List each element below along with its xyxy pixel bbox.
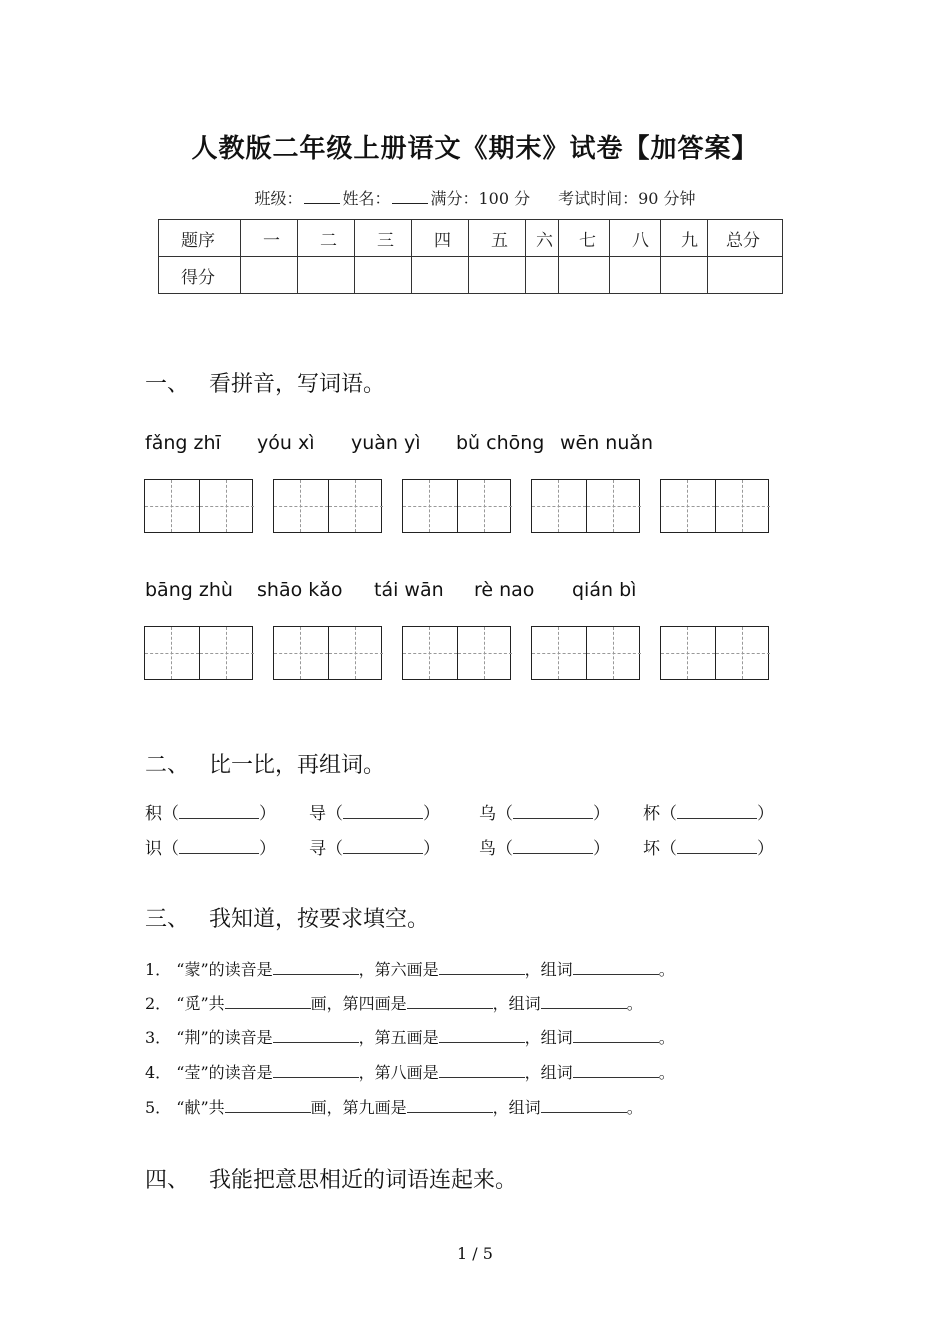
score-header-cell: 七 <box>559 220 610 257</box>
section-1-title: 看拼音，写词语。 <box>209 372 386 397</box>
score-header-cell: 题序 <box>159 220 241 257</box>
writing-grid[interactable] <box>660 626 769 680</box>
pinyin-word: yóu xì <box>257 432 315 454</box>
answer-blank[interactable] <box>513 837 593 854</box>
answer-blank[interactable] <box>677 802 757 819</box>
score-header-cell: 八 <box>610 220 661 257</box>
score-cell[interactable] <box>559 257 610 294</box>
pinyin-word: yuàn yì <box>351 432 421 454</box>
section-3-heading <box>145 902 429 933</box>
score-header-cell: 总分 <box>708 220 783 257</box>
score-header-cell: 六 <box>526 220 559 257</box>
score-cell[interactable] <box>661 257 708 294</box>
exam-title: 人教版二年级上册语文《期末》试卷【加答案】 <box>191 134 759 164</box>
answer-blank[interactable] <box>225 1098 311 1113</box>
pinyin-word: bǔ chōng <box>456 432 545 454</box>
class-blank[interactable] <box>304 189 340 204</box>
answer-blank[interactable] <box>513 802 593 819</box>
answer-blank[interactable] <box>273 960 359 975</box>
section-1-heading <box>145 367 385 398</box>
score-table-score-row <box>159 257 783 294</box>
pinyin-word: fǎng zhī <box>145 432 221 454</box>
section-2-title: 比一比，再组词。 <box>209 753 386 778</box>
exam-info-line <box>0 186 950 209</box>
score-cell[interactable] <box>469 257 526 294</box>
answer-blank[interactable] <box>407 1098 493 1113</box>
fill-item-5: 5． “献”共 画，第九画是 ，组词 。 <box>145 1098 643 1117</box>
section-2-heading <box>145 748 385 779</box>
fill-item-2: 2． “觅”共 画，第四画是 ，组词 。 <box>145 994 643 1013</box>
answer-blank[interactable] <box>573 960 659 975</box>
score-cell[interactable] <box>412 257 469 294</box>
answer-blank[interactable] <box>573 1063 659 1078</box>
writing-grid[interactable] <box>531 626 640 680</box>
score-header-cell: 九 <box>661 220 708 257</box>
score-header-cell: 一 <box>241 220 298 257</box>
fill-item-1: 1． “蒙”的读音是 ，第六画是 ，组词 。 <box>145 960 675 979</box>
answer-blank[interactable] <box>343 802 423 819</box>
compare-item: 寻（ ） <box>309 839 440 859</box>
answer-blank[interactable] <box>179 837 259 854</box>
section-1-number: 一、 <box>145 372 190 397</box>
compare-item: 识（ ） <box>145 839 276 859</box>
writing-grid[interactable] <box>144 626 253 680</box>
score-cell[interactable] <box>526 257 559 294</box>
compare-item: 杯（ ） <box>643 804 774 824</box>
answer-blank[interactable] <box>273 1063 359 1078</box>
compare-item: 积（ ） <box>145 804 276 824</box>
writing-grid[interactable] <box>402 479 511 533</box>
answer-blank[interactable] <box>439 960 525 975</box>
answer-blank[interactable] <box>179 802 259 819</box>
writing-grid[interactable] <box>273 626 382 680</box>
compare-item: 导（ ） <box>309 804 440 824</box>
section-4-heading <box>145 1163 517 1194</box>
pinyin-word: wēn nuǎn <box>560 432 654 454</box>
score-table <box>158 219 783 294</box>
section-3-title: 我知道，按要求填空。 <box>209 907 430 932</box>
answer-blank[interactable] <box>541 1098 627 1113</box>
pinyin-word: bāng zhù <box>145 579 233 601</box>
score-cell[interactable] <box>708 257 783 294</box>
score-header-cell: 二 <box>298 220 355 257</box>
answer-blank[interactable] <box>407 994 493 1009</box>
pinyin-word: qián bì <box>572 579 637 601</box>
writing-grid[interactable] <box>660 479 769 533</box>
score-cell[interactable] <box>355 257 412 294</box>
pinyin-word: tái wān <box>374 579 444 601</box>
writing-grid[interactable] <box>402 626 511 680</box>
score-cell[interactable] <box>298 257 355 294</box>
answer-blank[interactable] <box>343 837 423 854</box>
writing-grid[interactable] <box>273 479 382 533</box>
section-4-title: 我能把意思相近的词语连起来。 <box>209 1168 518 1193</box>
exam-time: 考试时间：90 分钟 <box>558 189 696 208</box>
section-2-number: 二、 <box>145 753 190 778</box>
writing-grid[interactable] <box>531 479 640 533</box>
answer-blank[interactable] <box>439 1063 525 1078</box>
fill-item-4: 4． “莹”的读音是 ，第八画是 ，组词 。 <box>145 1063 675 1082</box>
compare-item: 乌（ ） <box>479 804 610 824</box>
name-label: 姓名： <box>342 189 391 208</box>
writing-grid[interactable] <box>144 479 253 533</box>
page-number: 1 / 5 <box>457 1244 493 1263</box>
score-table-header-row <box>159 220 783 257</box>
compare-item: 鸟（ ） <box>479 839 610 859</box>
score-header-cell: 五 <box>469 220 526 257</box>
score-cell[interactable] <box>610 257 661 294</box>
class-label: 班级： <box>254 189 303 208</box>
name-blank[interactable] <box>392 189 428 204</box>
pinyin-word: rè nao <box>474 579 535 601</box>
section-4-number: 四、 <box>145 1168 190 1193</box>
section-3-number: 三、 <box>145 907 190 932</box>
full-score: 满分：100 分 <box>430 189 531 208</box>
score-header-cell: 四 <box>412 220 469 257</box>
answer-blank[interactable] <box>439 1028 525 1043</box>
score-cell[interactable] <box>241 257 298 294</box>
answer-blank[interactable] <box>225 994 311 1009</box>
answer-blank[interactable] <box>273 1028 359 1043</box>
fill-item-3: 3． “荆”的读音是 ，第五画是 ，组词 。 <box>145 1028 675 1047</box>
compare-item: 坏（ ） <box>643 839 774 859</box>
answer-blank[interactable] <box>541 994 627 1009</box>
answer-blank[interactable] <box>573 1028 659 1043</box>
pinyin-word: shāo kǎo <box>257 579 343 601</box>
score-header-cell: 三 <box>355 220 412 257</box>
score-row-label: 得分 <box>159 257 241 294</box>
answer-blank[interactable] <box>677 837 757 854</box>
